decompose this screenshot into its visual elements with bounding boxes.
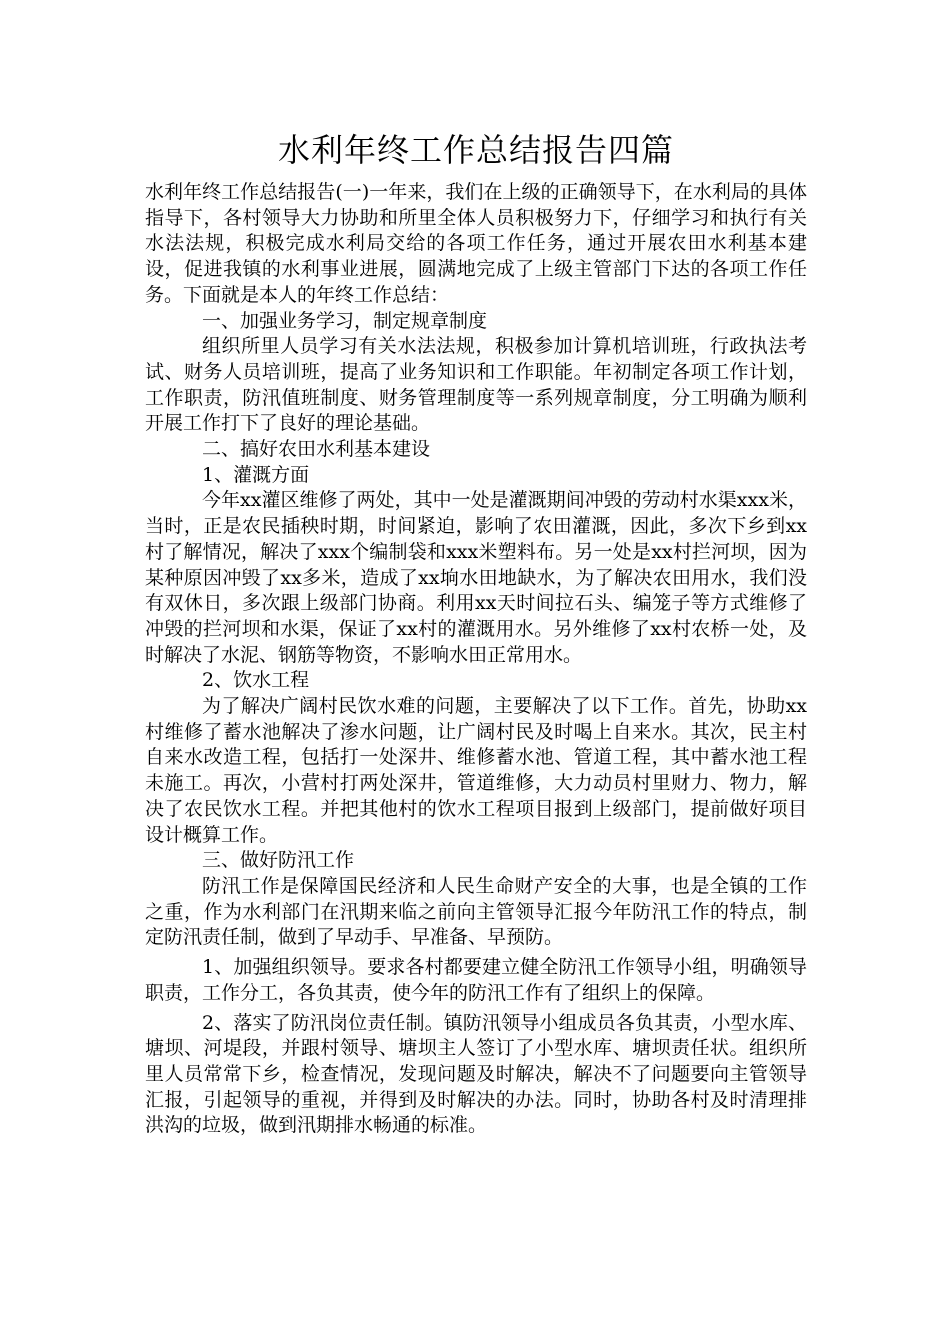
section-1-body: 组织所里人员学习有关水法法规，积极参加计算机培训班，行政执法考试、财务人员培训班，提高了业务知识和工作职能。年初制定各项工作计划，工作职责，防汛值班制度、财务管理制度等一系列规章制度，分工明确为顺利开展工作打下了良好的理论基础。 [145, 335, 807, 435]
section-heading-2: 二、搞好农田水利基本建设 [202, 438, 431, 461]
section-heading-3: 三、做好防汛工作 [202, 849, 355, 872]
drinking-water-body: 为了解决广阔村民饮水难的问题，主要解决了以下工作。首先，协助xx村维修了蓄水池解决了渗水问题，让广阔村民及时喝上自来水。其次，民主村自来水改造工程，包括打一处深井、维修蓄水池、管道工程，其中蓄水池工程未施工。再次，小营村打两处深井，管道维修，大力动员村里财力、物力，解决了农民饮水工程。并把其他村的饮水工程项目报到上级部门，提前做好项目设计概算工作。 [145, 695, 807, 846]
document-page [145, 128, 807, 1139]
irrigation-body: 今年xx灌区维修了两处，其中一处是灌溉期间冲毁的劳动村水渠xxx米，当时，正是农民插秧时期，时间紧迫，影响了农田灌溉，因此，多次下乡到xx村了解情况，解决了xxx个编制袋和xxx米塑料布。另一处是xx村拦河坝，因为某种原因冲毁了xx多米，造成了xx垧水田地缺水，为了解决农田用水，我们没有双休日，多次跟上级部门协商。利用xx天时间拉石头、编笼子等方式维修了冲毁的拦河坝和水渠，保证了xx村的灌溉用水。另外维修了xx村农桥一处，及时解决了水泥、钢筋等物资，不影响水田正常用水。 [145, 489, 807, 666]
document-title: 水利年终工作总结报告四篇 [277, 131, 674, 169]
flood-item-2: 2、落实了防汛岗位责任制。镇防汛领导小组成员各负其责，小型水库、塘坝、河堤段，并跟村领导、塘坝主人签订了小型水库、塘坝责任状。组织所里人员常常下乡，检查情况，发现问题及时解决，解决不了问题要向主管领导汇报，引起领导的重视，并得到及时解决的办法。同时，协助各村及时清理排洪沟的垃圾，做到汛期排水畅通的标准。 [145, 1011, 807, 1137]
flood-control-body: 防汛工作是保障国民经济和人民生命财产安全的大事，也是全镇的工作之重，作为水利部门在汛期来临之前向主管领导汇报今年防汛工作的特点，制定防汛责任制，做到了早动手、早准备、早预防。 [145, 874, 807, 949]
intro-paragraph: 水利年终工作总结报告(一)一年来，我们在上级的正确领导下，在水利局的具体指导下，各村领导大力协助和所里全体人员积极努力下，仔细学习和执行有关水法法规，积极完成水利局交给的各项工作任务，通过开展农田水利基本建设，促进我镇的水利事业进展，圆满地完成了上级主管部门下达的各项工作任务。下面就是本人的年终工作总结： [145, 181, 807, 306]
subheading-irrigation: 1、灌溉方面 [202, 463, 310, 486]
subheading-drinking-water: 2、饮水工程 [202, 669, 310, 692]
section-heading-1: 一、加强业务学习，制定规章制度 [202, 309, 488, 332]
flood-item-1: 1、加强组织领导。要求各村都要建立健全防汛工作领导小组，明确领导职责，工作分工，各负其责，使今年的防汛工作有了组织上的保障。 [145, 956, 807, 1004]
